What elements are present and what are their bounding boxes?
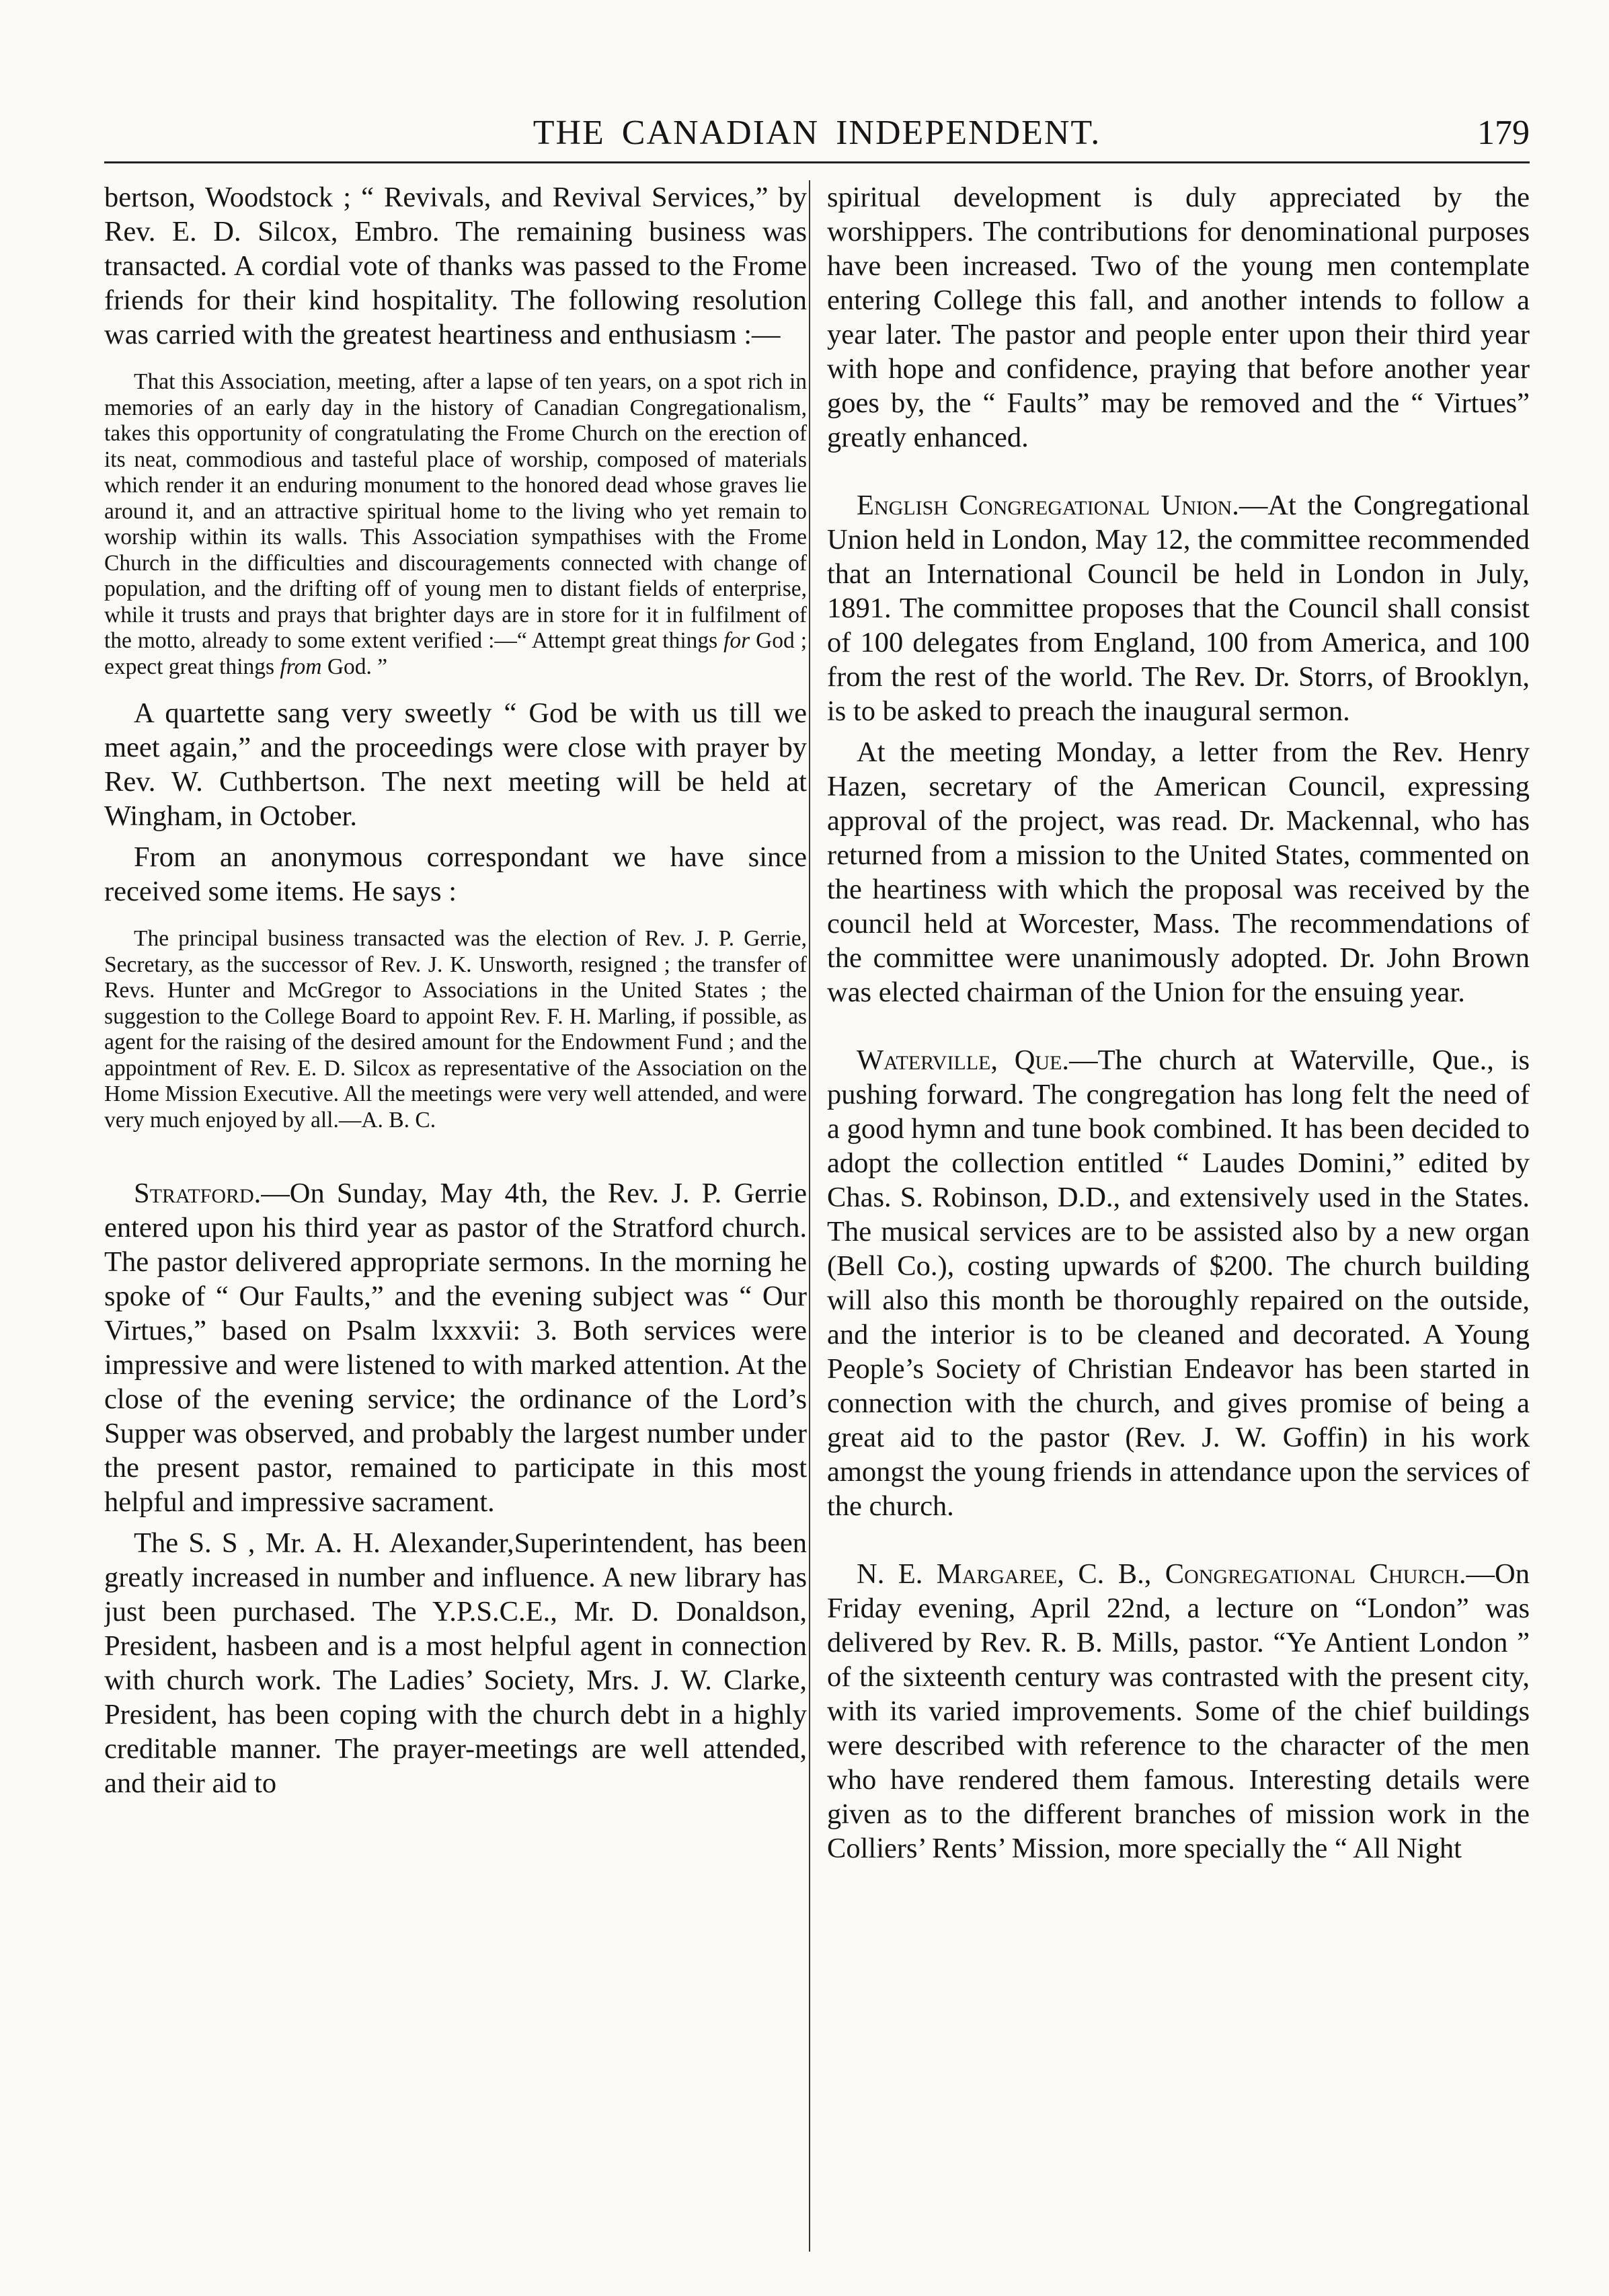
page-header: [104, 108, 1530, 163]
waterville-paragraph: [827, 1043, 1530, 1523]
left-column: [104, 180, 807, 2252]
spacer: [827, 1016, 1530, 1043]
running-title: THE CANADIAN INDEPENDENT.: [533, 114, 1101, 152]
spacer: [827, 1530, 1530, 1557]
stratford-body: —On Sunday, May 4th, the Rev. J. P. Gerrie entered upon his third year as pastor of the Stratford church. The pastor delivered appropriate sermons. In the morning he spoke of “ Our Faults,” and the evening subject was “ Our Virtues,” based on Psalm lxxxvii: 3. Both services were impressive and were listened to with marked attention. At the close of the evening service; the ordinance of the Lord’s Supper was observed, and probably the largest number under the present pastor, remained to participate in this most helpful and impressive sacrament.: [104, 1178, 807, 1518]
right-column: [827, 180, 1530, 2252]
page-number: 179: [1477, 114, 1530, 152]
resolution-from: from: [280, 654, 322, 679]
association-report-paragraph: bertson, Woodstock ; “ Revivals, and Revival Services,” by Rev. E. D. Silcox, Embro. The remaining business was transacted. A cordial vote of thanks was passed to the Frome friends for their kind hospitality. The following resolution was carried with the greatest heartiness and enthusiasm :—: [104, 182, 807, 350]
sunday-school-paragraph: The S. S , Mr. A. H. Alexander,Superintendent, has been greatly increased in number and influence. A new library has just been purchased. The Y.P.S.C.E., Mr. D. Donaldson, President, hasbeen and is a most helpful agent in connection with church work. The Ladies’ Society, Mrs. J. W. Clarke, President, has been coping with the church debt in a highly creditable manner. The prayer-meetings are well attended, and their aid to: [104, 1527, 807, 1799]
english-union-paragraph: [827, 488, 1530, 728]
stratford-continued-paragraph: spiritual development is duly appreciated by the worshippers. The contributions for denominational purposes have been increased. Two of the young men contemplate entering College this fall, and another intends to follow a year later. The pastor and people enter upon their third year with hope and confidence, praying that before another year goes by, the “ Faults” may be removed and the “ Virtues” greatly enhanced.: [827, 182, 1530, 453]
margaree-heading: N. E. Margaree, C. B., Congregational Church.: [857, 1558, 1466, 1590]
waterville-heading: Waterville, Que.: [857, 1044, 1070, 1076]
stratford-paragraph: [104, 1176, 807, 1519]
waterville-body: —The church at Waterville, Que., is pushing forward. The congregation has long felt the need of a good hymn and tune book combined. It has been decided to adopt the collection entitled “ Laudes Domini,” edited by Chas. S. Robinson, D.D., and extensively used in the States. The musical services are to be assisted also by a new organ (Bell Co.), costing upwards of $200. The church building will also this month be thoroughly repaired on the outside, and the interior is to be cleaned and decorated. A Young People’s Society of Christian Endeavor has been started in connection with the church, and gives promise of being a great aid to the pastor (Rev. J. W. Goffin) in his work amongst the young friends in attendance upon the services of the church.: [827, 1044, 1530, 1522]
spacer: [827, 461, 1530, 488]
association-resolution-quote: [104, 369, 807, 680]
quartette-paragraph: A quartette sang very sweetly “ God be with us till we meet again,” and the proceedings were close with prayer by Rev. W. Cuthbertson. The next meeting will be held at Wingham, in October.: [104, 697, 807, 832]
english-union-body: —At the Congregational Union held in London, May 12, the committee recommended that an International Council be held in London in July, 1891. The committee proposes that the Council shall consist of 100 delegates from England, 100 from America, and 100 from the rest of the world. The Rev. Dr. Storrs, of Brooklyn, is to be asked to preach the inaugural sermon.: [827, 490, 1530, 727]
spacer: [104, 1149, 807, 1176]
stratford-heading: Stratford.: [134, 1178, 262, 1209]
resolution-text: That this Association, meeting, after a lapse of ten years, on a spot rich in memories of an early day in the history of Canadian Congregationalism, takes this opportunity of congratulating the Frome Church on the erection of its neat, commodious and tasteful place of worship, composed of materials which render it an enduring monument to the honored dead whose graves lie around it, and an attractive spiritual home to the living who yet remain to worship within its walls. This Association sympathises with the Frome Church in the difficulties and discouragements connected with change of population, and the drifting off of young men to distant fields of enterprise, while it trusts and prays that brighter days are in store for it in fulfilment of the motto, already to some extent verified :—“ Attempt great things: [104, 369, 807, 653]
resolution-for: for: [723, 628, 750, 653]
margaree-body: —On Friday evening, April 22nd, a lecture on “London” was delivered by Rev. R. B. Mills, pastor. “Ye Antient London ” of the sixteenth century was contrasted with the present city, with its varied improvements. Some of the chief buildings were described with reference to the character of the men who have rendered them famous. Interesting details were given as to the different branches of mission work in the Colliers’ Rents’ Mission, more specially the “ All Night: [827, 1558, 1530, 1864]
resolution-text-3: God. ”: [321, 654, 388, 679]
correspondent-quote: The principal business transacted was the election of Rev. J. P. Gerrie, Secretary, as the successor of Rev. J. K. Unsworth, resigned ; the transfer of Revs. Hunter and McGregor to Associations in the United States ; the suggestion to the College Board to appoint Rev. F. H. Marling, if possible, as agent for the raising of the desired amount for the Endowment Fund ; and the appointment of Rev. E. D. Silcox as representative of the Association on the Home Mission Executive. All the meetings were very well attended, and were very much enjoyed by all.—A. B. C.: [104, 926, 807, 1133]
correspondent-paragraph: From an anonymous correspondant we have since received some items. He says :: [104, 841, 807, 907]
margaree-paragraph: [827, 1557, 1530, 1866]
column-rule: [809, 180, 810, 2252]
resolution-text-2: God ; expect great things: [104, 628, 807, 679]
english-union-heading: English Congregational Union.: [857, 490, 1239, 521]
meeting-monday-paragraph: At the meeting Monday, a letter from the Rev. Henry Hazen, secretary of the American Council, expressing approval of the project, was read. Dr. Mackennal, who has returned from a mission to the United States, commented on the heartiness with which the proposal was received by the council held at Worcester, Mass. The recommendations of the committee were unanimously adopted. Dr. John Brown was elected chairman of the Union for the ensuing year.: [827, 736, 1530, 1008]
